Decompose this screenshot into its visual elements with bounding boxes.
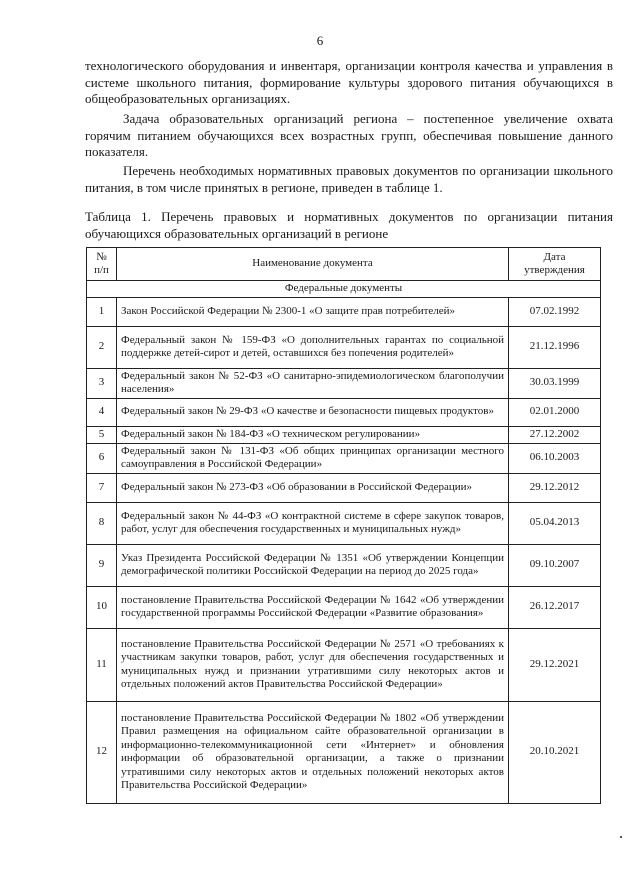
table-row — [87, 426, 601, 443]
row-number: 10 — [87, 586, 117, 628]
section-title: Федеральные документы — [87, 281, 601, 298]
document-name: Федеральный закон № 184-ФЗ «О техническом регулировании» — [117, 426, 509, 443]
documents-table — [86, 247, 601, 804]
document-name: постановление Правительства Российской Федерации № 1802 «Об утверждении Правил размещения на официальном сайте образовательной организации в информационно-телекоммуникационной сети «Интернет» и обновления информации об образовательной организации, а также о признании утратившими силу некоторых актов и отдельных положений некоторых актов Правительства Российской Федерации» — [117, 701, 509, 803]
table-caption: Таблица 1. Перечень правовых и нормативных документов по организации питания обучающихся образовательных организаций в регионе — [85, 209, 613, 241]
document-name: Федеральный закон № 29-ФЗ «О качестве и безопасности пищевых продуктов» — [117, 398, 509, 426]
row-number: 9 — [87, 544, 117, 586]
paragraph-text: Задача образовательных организаций региона – постепенное увеличение охвата горячим питанием обучающихся всех возрастных групп, обеспечивая повышение данного показателя. — [85, 111, 613, 159]
column-header-number: № п/п — [87, 248, 117, 281]
document-name: Закон Российской Федерации № 2300-1 «О защите прав потребителей» — [117, 297, 509, 326]
approval-date: 29.12.2021 — [509, 628, 601, 701]
paragraph-text: технологического оборудования и инвентаря, организации контроля качества и управления в системе школьного питания, формирование культуры здорового питания обучающихся в общеобразовательных организациях. — [85, 58, 613, 106]
page-number: 6 — [316, 33, 324, 48]
row-number: 4 — [87, 398, 117, 426]
table-row — [87, 398, 601, 426]
paragraph-continuation — [85, 58, 613, 108]
approval-date: 26.12.2017 — [509, 586, 601, 628]
document-name: Федеральный закон № 273-ФЗ «Об образовании в Российской Федерации» — [117, 473, 509, 502]
row-number: 11 — [87, 628, 117, 701]
paragraph-list-intro — [85, 163, 613, 196]
table-row — [87, 586, 601, 628]
table-row — [87, 502, 601, 544]
approval-date: 07.02.1992 — [509, 297, 601, 326]
row-number: 1 — [87, 297, 117, 326]
table-row — [87, 297, 601, 326]
row-number: 2 — [87, 326, 117, 368]
row-number: 8 — [87, 502, 117, 544]
approval-date: 30.03.1999 — [509, 368, 601, 398]
document-name: Федеральный закон № 44-ФЗ «О контрактной системе в сфере закупок товаров, работ, услуг для обеспечения государственных и муниципальных нужд» — [117, 502, 509, 544]
section-row — [87, 281, 601, 298]
approval-date: 06.10.2003 — [509, 443, 601, 473]
row-number: 12 — [87, 701, 117, 803]
table-header-row — [87, 248, 601, 281]
approval-date: 29.12.2012 — [509, 473, 601, 502]
document-name: Федеральный закон № 159-ФЗ «О дополнительных гарантах по социальной поддержке детей-сирот и детей, оставшихся без попечения родителей» — [117, 326, 509, 368]
document-name: постановление Правительства Российской Федерации № 2571 «О требованиях к участникам закупки товаров, работ, услуг для обеспечения государственных и муниципальных нужд и признании утратившими силу некоторых актов и отдельных положений актов Правительства Российской Федерации» — [117, 628, 509, 701]
approval-date: 02.01.2000 — [509, 398, 601, 426]
approval-date: 27.12.2002 — [509, 426, 601, 443]
document-name: Указ Президента Российской Федерации № 1351 «Об утверждении Концепции демографической политики Российской Федерации на период до 2025 года» — [117, 544, 509, 586]
document-name: Федеральный закон № 131-ФЗ «Об общих принципах организации местного самоуправления в Российской Федерации» — [117, 443, 509, 473]
paragraph-text: Перечень необходимых нормативных правовых документов по организации школьного питания, в том числе принятых в регионе, приведен в таблице 1. — [85, 163, 613, 195]
approval-date: 20.10.2021 — [509, 701, 601, 803]
approval-date: 09.10.2007 — [509, 544, 601, 586]
row-number: 7 — [87, 473, 117, 502]
table-row — [87, 473, 601, 502]
table-row — [87, 326, 601, 368]
column-header-document-name: Наименование документа — [117, 248, 509, 281]
table-row — [87, 443, 601, 473]
approval-date: 05.04.2013 — [509, 502, 601, 544]
document-name: Федеральный закон № 52-ФЗ «О санитарно-эпидемиологическом благополучии населения» — [117, 368, 509, 398]
table-row — [87, 368, 601, 398]
row-number: 3 — [87, 368, 117, 398]
paragraph-task — [85, 111, 613, 161]
row-number: 5 — [87, 426, 117, 443]
table-row — [87, 628, 601, 701]
document-name: постановление Правительства Российской Федерации № 1642 «Об утверждении государственной программы Российской Федерации «Развитие образования» — [117, 586, 509, 628]
table-row — [87, 701, 601, 803]
scan-mark — [620, 836, 622, 838]
column-header-approval-date: Дата утверждения — [509, 248, 601, 281]
table-row — [87, 544, 601, 586]
row-number: 6 — [87, 443, 117, 473]
approval-date: 21.12.1996 — [509, 326, 601, 368]
